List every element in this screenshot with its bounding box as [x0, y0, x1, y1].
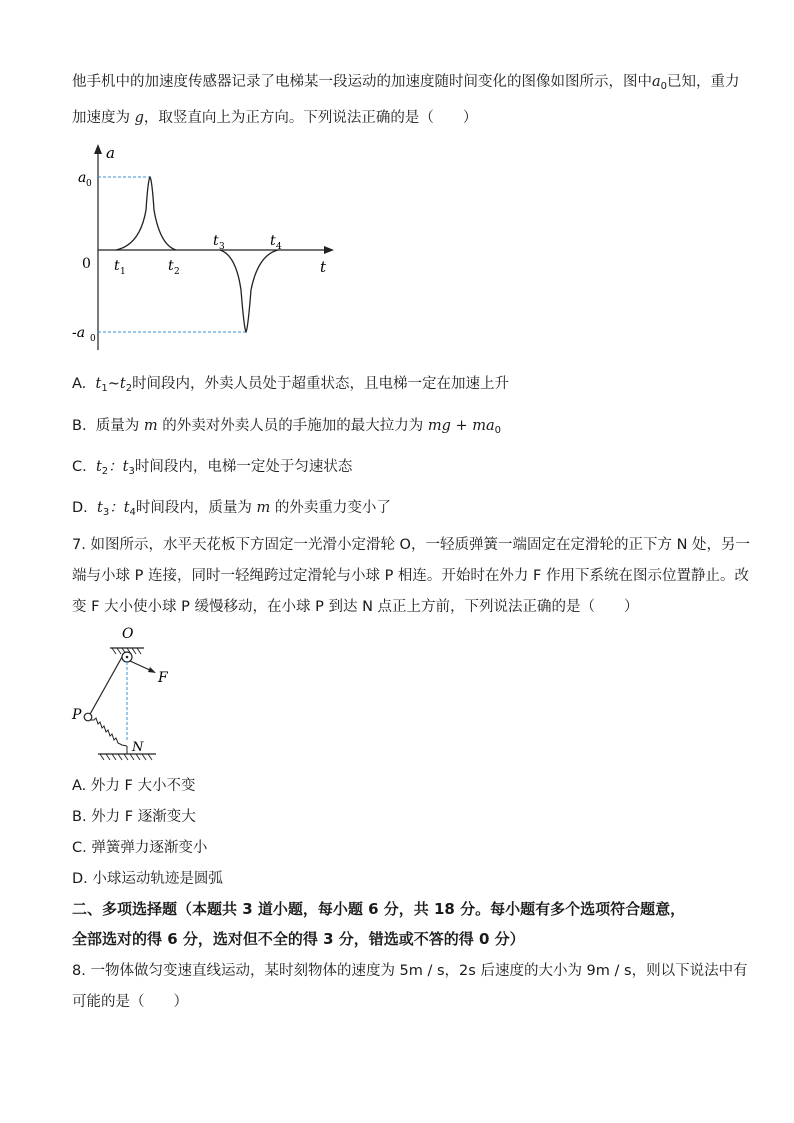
q7-option-d: D. 小球运动轨迹是圆弧 — [72, 871, 223, 887]
q6-stem-text: 他手机中的加速度传感器记录了电梯某一段运动的加速度随时间变化的图像如图所示，图中 — [72, 74, 652, 90]
negative-accel-curve — [220, 250, 278, 332]
neg-a0-label: -a — [72, 325, 86, 341]
sub: 3 — [128, 466, 135, 477]
t4-label: t — [270, 233, 276, 249]
q8-stem-line2: 可能的是（ ） — [72, 994, 188, 1010]
q6-stem-tail: 已知，重力 — [667, 74, 740, 90]
label-F: F — [158, 670, 168, 686]
ball-P — [84, 713, 92, 721]
var-t: ：t — [109, 500, 130, 516]
q7-option-a: A. 外力 F 大小不变 — [72, 778, 196, 794]
pulley-axle — [126, 656, 129, 659]
q6-option-b — [72, 416, 501, 441]
x-axis-arrow — [324, 246, 334, 254]
sub: 2 — [125, 383, 133, 394]
var-m: m — [143, 418, 158, 434]
var-t: t — [95, 459, 102, 475]
label-P: P — [72, 707, 82, 723]
t2-label: t — [168, 258, 174, 274]
pulley-spring-figure — [70, 624, 200, 764]
option-letter: C. — [72, 459, 87, 475]
x-axis-label: t — [320, 258, 327, 276]
t3-label: t — [213, 233, 219, 249]
positive-accel-curve — [116, 177, 176, 250]
sub: 1 — [101, 383, 108, 394]
q6-stem2-a: 加速度为 — [72, 110, 135, 126]
option-text: 时间段内，质量为 — [135, 500, 257, 516]
q7-option-b: B. 外力 F 逐渐变大 — [72, 809, 196, 825]
rope-to-P — [89, 657, 122, 716]
var-m: m — [256, 500, 271, 516]
sub: 0 — [494, 425, 502, 436]
q7-stem-line3: 变 F 大小使小球 P 缓慢移动，在小球 P 到达 N 点正上方前，下列说法正确的是（ ） — [72, 599, 639, 615]
option-text: 质量为 — [95, 418, 144, 434]
t1-label-sub: 1 — [120, 267, 126, 277]
force-arrow — [148, 667, 156, 673]
t3-label-sub: 3 — [219, 242, 225, 252]
option-letter: D. — [72, 500, 88, 516]
var-a0-sub: 0 — [660, 81, 668, 92]
q6-stem2-b: ，取竖直向上为正方向。下列说法正确的是（ ） — [143, 110, 478, 126]
y-axis-arrow — [94, 144, 102, 154]
label-N: N — [132, 740, 144, 755]
option-letter: A. — [72, 376, 87, 392]
q7-option-c: C. 弹簧弹力逐渐变小 — [72, 840, 208, 856]
origin-label: 0 — [82, 256, 91, 272]
sub: 2 — [101, 466, 109, 477]
var-g: g — [134, 110, 144, 126]
option-text: 的外卖重力变小了 — [270, 500, 391, 516]
var-t: t — [95, 376, 102, 392]
sub: 3 — [102, 507, 110, 518]
formula: mg + ma — [427, 418, 495, 434]
q6-option-a — [72, 374, 509, 399]
q6-option-d — [72, 498, 391, 523]
option-text: 时间段内，外卖人员处于超重状态，且电梯一定在加速上升 — [132, 376, 510, 392]
q7-stem-line1: 7. 如图所示，水平天花板下方固定一光滑小定滑轮 O，一轻质弹簧一端固定在定滑轮的正下方 N 处，另一 — [72, 537, 751, 553]
q6-option-c — [72, 457, 352, 482]
label-O: O — [122, 626, 134, 642]
t1-label: t — [114, 258, 120, 274]
section2-header-line2: 全部选对的得 6 分，选对但不全的得 3 分，错选或不答的得 0 分） — [72, 930, 525, 948]
y-axis-label: a — [106, 144, 115, 162]
var-a0: a — [652, 74, 661, 90]
section2-header-line1: 二、多项选择题（本题共 3 道小题，每小题 6 分，共 18 分。每小题有多个选项符合题意， — [72, 900, 686, 918]
q6-stem-line1 — [72, 72, 740, 97]
floor-hatch — [100, 754, 152, 760]
var-t: ：t — [108, 459, 129, 475]
option-text: 时间段内，电梯一定处于匀速状态 — [134, 459, 353, 475]
t4-label-sub: 4 — [276, 242, 282, 252]
acceleration-time-graph — [70, 140, 340, 355]
var-t: ~t — [107, 376, 126, 392]
option-text: 的外卖对外卖人员的手施加的最大拉力为 — [157, 418, 428, 434]
spring — [91, 718, 127, 746]
neg-a0-label-sub: 0 — [90, 334, 96, 344]
q7-stem-line2: 端与小球 P 连接，同时一轻绳跨过定滑轮与小球 P 相连。开始时在外力 F 作用下系统在图示位置静止。改 — [72, 568, 749, 584]
t2-label-sub: 2 — [174, 267, 180, 277]
sub: 4 — [129, 507, 136, 518]
rope-to-F — [130, 661, 152, 671]
a0-label-sub: 0 — [86, 179, 92, 189]
q8-stem-line1: 8. 一物体做匀变速直线运动，某时刻物体的速度为 5m / s，2s 后速度的大小为 9m / s，则以下说法中有 — [72, 963, 748, 979]
option-letter: B. — [72, 418, 87, 434]
var-t: t — [97, 500, 103, 516]
a0-label: a — [78, 170, 87, 186]
q6-stem-line2 — [72, 108, 477, 128]
